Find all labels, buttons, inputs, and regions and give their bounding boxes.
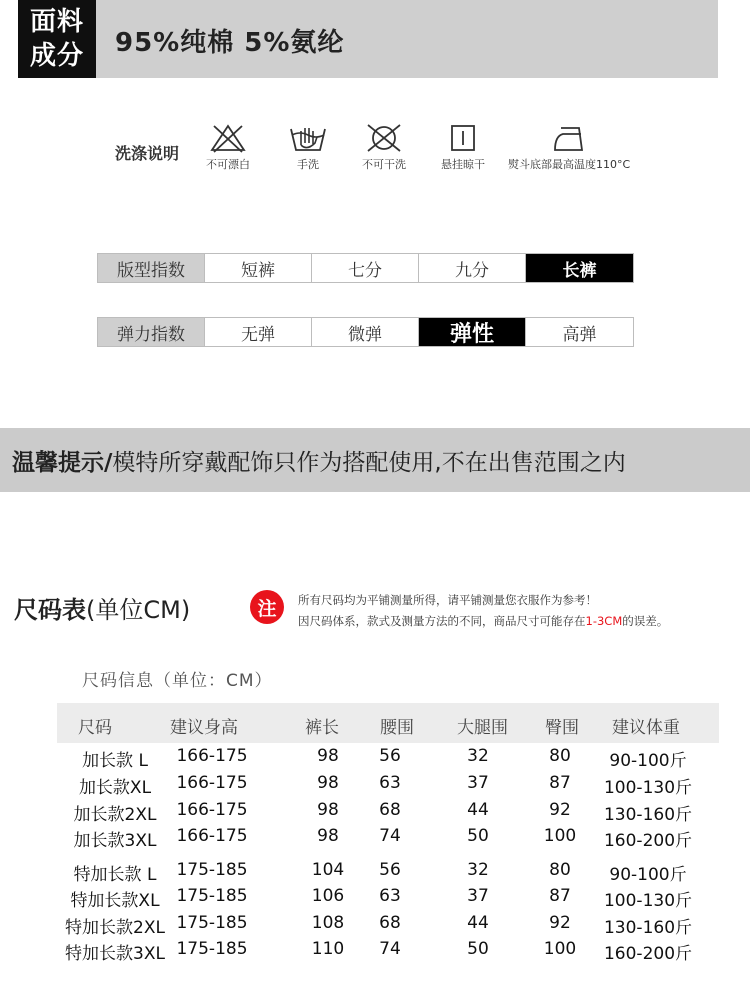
size-chart-title: [14, 590, 190, 625]
size-chart-title-bold: 尺码表: [14, 596, 86, 624]
table-cell-hip: 80: [549, 746, 571, 766]
table-header-length: 裤长: [305, 718, 339, 738]
table-cell-size: 特加长款 L: [73, 865, 157, 885]
table-cell-thigh: 37: [467, 773, 489, 793]
table-cell-hip: 87: [549, 773, 571, 793]
stretch-option-none: 无弹: [205, 318, 312, 346]
tip-banner: [0, 428, 750, 492]
note-line-1: 所有尺码均为平铺测量所得，请平铺测量您衣服作为参考！: [298, 593, 597, 607]
table-cell-length: 98: [317, 800, 339, 820]
table-cell-length: 106: [311, 886, 345, 906]
size-info-label: 尺码信息（单位：CM）: [82, 671, 273, 691]
table-cell-length: 110: [311, 939, 345, 959]
table-header-size: 尺码: [78, 718, 112, 738]
table-cell-length: 98: [317, 773, 339, 793]
table-cell-weight: 160-200斤: [603, 944, 693, 964]
table-cell-thigh: 32: [467, 746, 489, 766]
fit-option-shorts: 短裤: [205, 254, 312, 282]
wash-item-no-dry-clean: [361, 123, 407, 172]
table-header-weight: 建议体重: [612, 718, 680, 738]
no-bleach-icon: [208, 123, 248, 153]
table-cell-waist: 74: [379, 826, 401, 846]
table-cell-length: 104: [311, 860, 345, 880]
table-cell-hip: 87: [549, 886, 571, 906]
washing-title: 洗涤说明: [115, 144, 180, 163]
table-cell-hip: 80: [549, 860, 571, 880]
fabric-composition: 95%纯棉 5%氨纶: [115, 28, 345, 58]
stretch-index-row: [97, 317, 634, 347]
table-cell-height: 175-185: [176, 886, 248, 906]
wash-item-no-bleach: [206, 123, 250, 172]
table-cell-thigh: 37: [467, 886, 489, 906]
table-cell-height: 175-185: [176, 860, 248, 880]
table-cell-waist: 74: [379, 939, 401, 959]
wash-item-hang-dry: [441, 123, 485, 172]
table-cell-hip: 100: [543, 939, 577, 959]
table-cell-hip: 92: [549, 800, 571, 820]
table-cell-waist: 56: [379, 746, 401, 766]
table-cell-weight: 90-100斤: [609, 865, 687, 885]
table-cell-thigh: 50: [467, 826, 489, 846]
fit-option-capri: 七分: [312, 254, 419, 282]
table-cell-weight: 100-130斤: [603, 778, 693, 798]
wash-label-no-bleach: 不可漂白: [206, 158, 250, 171]
table-cell-weight: 160-200斤: [603, 831, 693, 851]
fabric-tag-line2: 成分: [29, 41, 84, 71]
stretch-index-label: 弹力指数: [98, 318, 205, 346]
table-cell-thigh: 50: [467, 939, 489, 959]
table-cell-waist: 56: [379, 860, 401, 880]
table-cell-waist: 63: [379, 773, 401, 793]
table-header-thigh: 大腿围: [457, 718, 508, 738]
fabric-tag-line1: 面料: [29, 7, 84, 37]
stretch-option-elastic: 弹性: [419, 318, 526, 346]
table-cell-hip: 92: [549, 913, 571, 933]
stretch-option-high: 高弹: [526, 318, 633, 346]
fit-index-label: 版型指数: [98, 254, 205, 282]
note-line-2-post: 的误差。: [622, 614, 669, 628]
iron-icon: [549, 123, 589, 153]
table-cell-height: 175-185: [176, 939, 248, 959]
table-cell-height: 166-175: [176, 826, 248, 846]
wash-label-hand-wash: 手洗: [297, 158, 319, 171]
table-header-waist: 腰围: [380, 718, 414, 738]
table-cell-height: 175-185: [176, 913, 248, 933]
tip-heading: 温馨提示/: [12, 449, 113, 476]
table-cell-length: 98: [317, 826, 339, 846]
table-cell-thigh: 44: [467, 800, 489, 820]
table-cell-height: 166-175: [176, 800, 248, 820]
table-cell-waist: 68: [379, 800, 401, 820]
table-cell-weight: 90-100斤: [609, 751, 687, 771]
table-cell-size: 特加长款XL: [70, 891, 160, 911]
wash-label-iron: 熨斗底部最高温度110°C: [508, 158, 631, 171]
stretch-option-slight: 微弹: [312, 318, 419, 346]
wash-label-hang-dry: 悬挂晾干: [441, 158, 485, 171]
wash-item-iron: [508, 123, 630, 172]
fit-option-ankle: 九分: [419, 254, 526, 282]
table-cell-length: 98: [317, 746, 339, 766]
table-cell-length: 108: [311, 913, 345, 933]
table-cell-size: 加长款2XL: [73, 805, 157, 825]
table-cell-hip: 100: [543, 826, 577, 846]
table-cell-waist: 68: [379, 913, 401, 933]
note-line-2-pre: 因尺码体系，款式及测量方法的不同，商品尺寸可能存在: [298, 614, 586, 628]
table-cell-size: 加长款3XL: [73, 831, 157, 851]
table-cell-size: 加长款 L: [82, 751, 148, 771]
note-error-range: 1-3CM: [585, 614, 623, 628]
table-cell-thigh: 44: [467, 913, 489, 933]
note-badge: 注: [250, 590, 284, 624]
table-cell-size: 加长款XL: [78, 778, 152, 798]
fit-index-row: [97, 253, 634, 283]
table-cell-weight: 130-160斤: [603, 805, 693, 825]
table-cell-weight: 130-160斤: [603, 918, 693, 938]
table-cell-thigh: 32: [467, 860, 489, 880]
wash-item-hand-wash: [288, 123, 328, 172]
table-header-hip: 臀围: [545, 718, 579, 738]
table-cell-height: 166-175: [176, 773, 248, 793]
table-cell-size: 特加长款3XL: [65, 944, 165, 964]
table-cell-height: 166-175: [176, 746, 248, 766]
table-cell-size: 特加长款2XL: [65, 918, 165, 938]
hang-dry-icon: [443, 123, 483, 153]
note-line-2: [298, 613, 668, 629]
table-header-height: 建议身高: [170, 718, 238, 738]
wash-label-no-dry-clean: 不可干洗: [362, 158, 406, 171]
table-cell-waist: 63: [379, 886, 401, 906]
tip-text: 模特所穿戴配饰只作为搭配使用,不在出售范围之内: [112, 449, 626, 476]
hand-wash-icon: [288, 123, 328, 153]
size-chart-title-unit: (单位CM): [86, 596, 191, 624]
fit-option-long: 长裤: [526, 254, 633, 282]
table-cell-weight: 100-130斤: [603, 891, 693, 911]
no-dry-clean-icon: [361, 123, 407, 153]
fabric-tag: [18, 0, 96, 78]
